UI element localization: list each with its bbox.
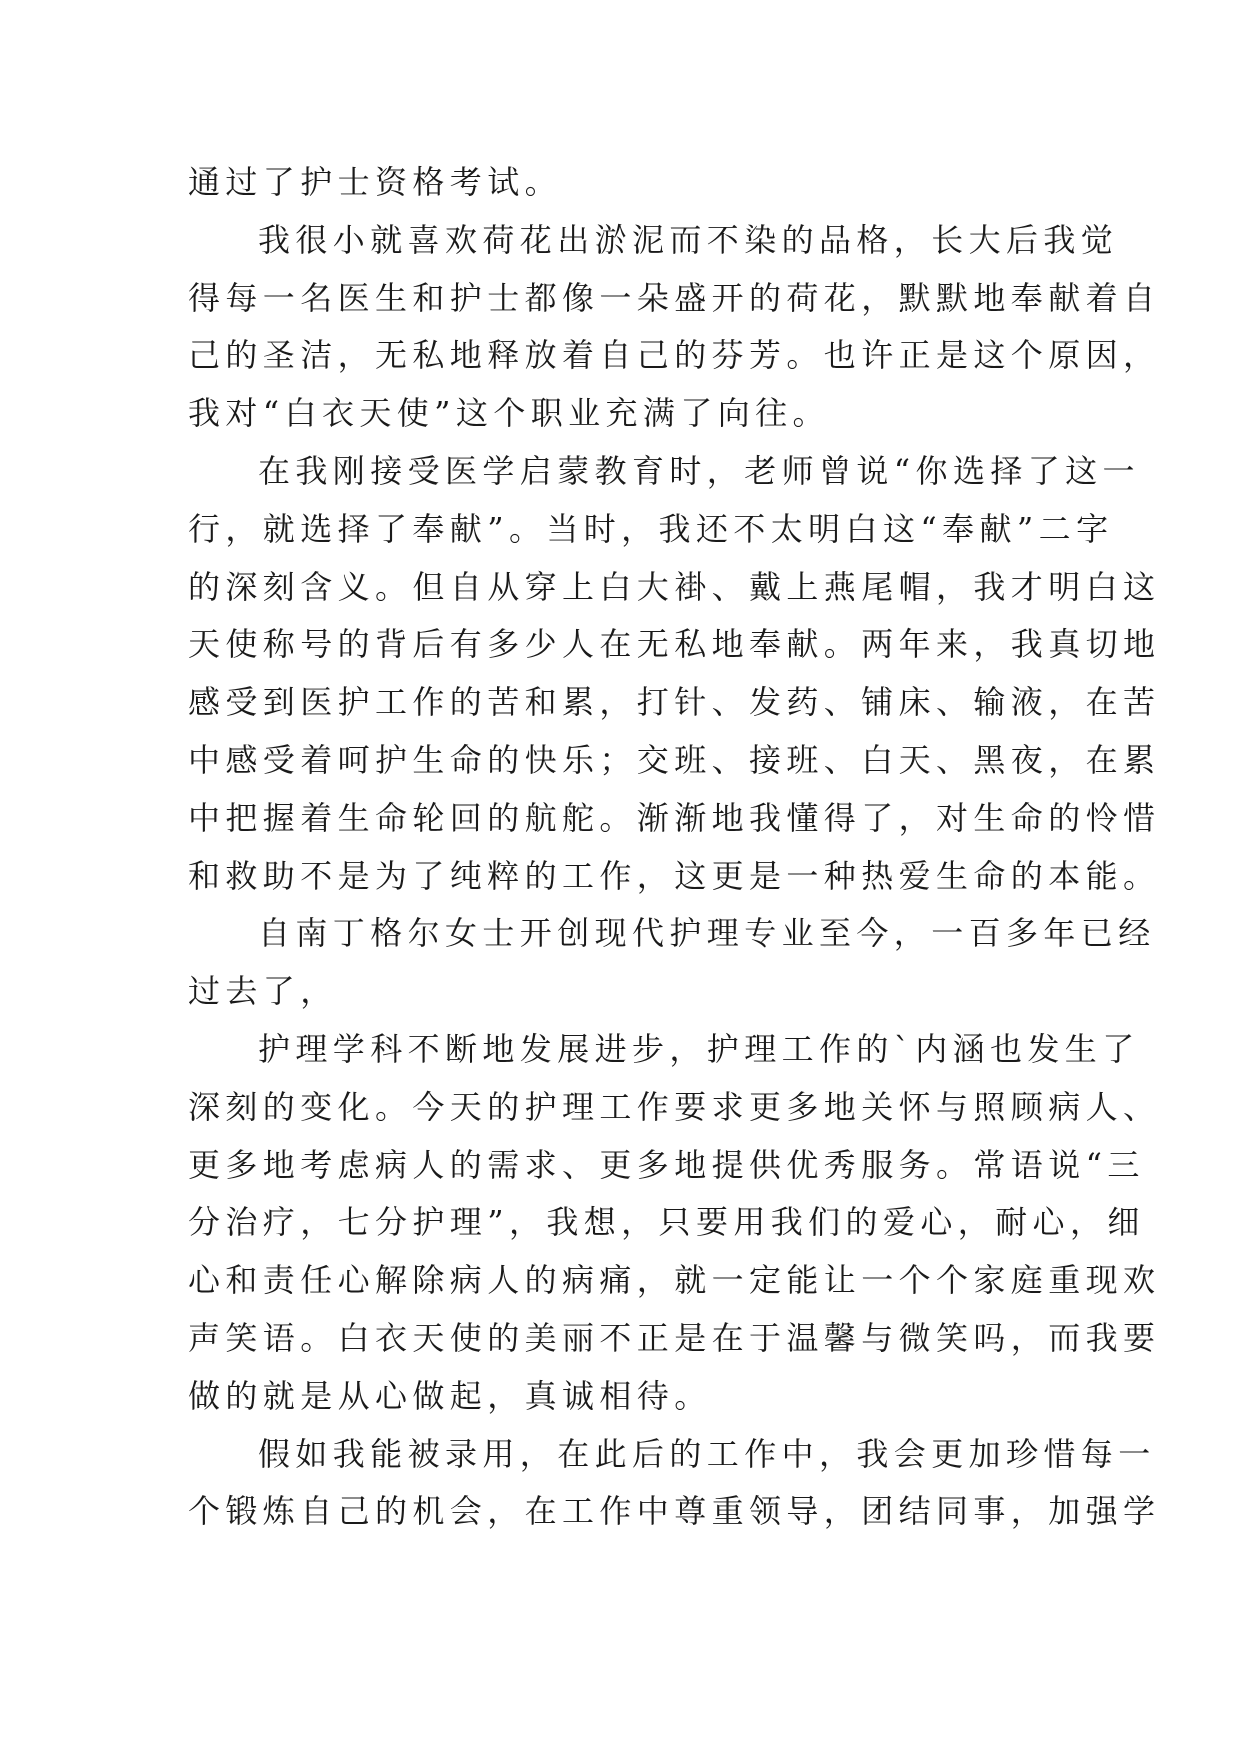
text-line: 在我刚接受医学启蒙教育时，老师曾说“你选择了这一 bbox=[258, 451, 1140, 490]
text-line: 心和责任心解除病人的病痛，就一定能让一个个家庭重现欢 bbox=[188, 1261, 1161, 1300]
text-line: 做的就是从心做起，真诚相待。 bbox=[188, 1376, 712, 1415]
text-line: 我很小就喜欢荷花出淤泥而不染的品格，长大后我觉 bbox=[258, 220, 1119, 259]
text-line: 中把握着生命轮回的航舵。渐渐地我懂得了，对生命的怜惜 bbox=[188, 798, 1161, 837]
text-line: 自南丁格尔女士开创现代护理专业至今，一百多年已经 bbox=[258, 914, 1156, 953]
text-line: 行，就选择了奉献”。当时，我还不太明白这“奉献”二字 bbox=[188, 509, 1114, 548]
text-line: 天使称号的背后有多少人在无私地奉献。两年来，我真切地 bbox=[188, 625, 1161, 664]
text-line: 我对“白衣天使”这个职业充满了向往。 bbox=[188, 394, 830, 433]
text-line: 己的圣洁，无私地释放着自己的芬芳。也许正是这个原因， bbox=[188, 336, 1161, 375]
document-body bbox=[188, 154, 1161, 1541]
text-line: 护理学科不断地发展进步，护理工作的`内涵也发生了 bbox=[258, 1029, 1140, 1068]
text-line: 声笑语。白衣天使的美丽不正是在于温馨与微笑吗，而我要 bbox=[188, 1318, 1161, 1357]
text-line: 个锻炼自己的机会，在工作中尊重领导，团结同事，加强学 bbox=[188, 1492, 1161, 1531]
text-line: 深刻的变化。今天的护理工作要求更多地关怀与照顾病人、 bbox=[188, 1087, 1161, 1126]
text-line: 中感受着呵护生命的快乐；交班、接班、白天、黑夜，在累 bbox=[188, 740, 1161, 779]
text-line: 和救助不是为了纯粹的工作，这更是一种热爱生命的本能。 bbox=[188, 856, 1161, 895]
text-line: 更多地考虑病人的需求、更多地提供优秀服务。常语说“三 bbox=[188, 1145, 1145, 1184]
text-line: 得每一名医生和护士都像一朵盛开的荷花，默默地奉献着自 bbox=[188, 278, 1161, 317]
text-line: 的深刻含义。但自从穿上白大褂、戴上燕尾帽，我才明白这 bbox=[188, 567, 1161, 606]
text-line: 分治疗，七分护理”，我想，只要用我们的爱心，耐心，细 bbox=[188, 1203, 1145, 1242]
text-line: 通过了护士资格考试。 bbox=[188, 163, 563, 201]
text-line: 假如我能被录用，在此后的工作中，我会更加珍惜每一 bbox=[258, 1434, 1156, 1473]
text-line: 感受到医护工作的苦和累，打针、发药、铺床、输液，在苦 bbox=[188, 683, 1161, 722]
text-line: 过去了， bbox=[188, 972, 338, 1011]
